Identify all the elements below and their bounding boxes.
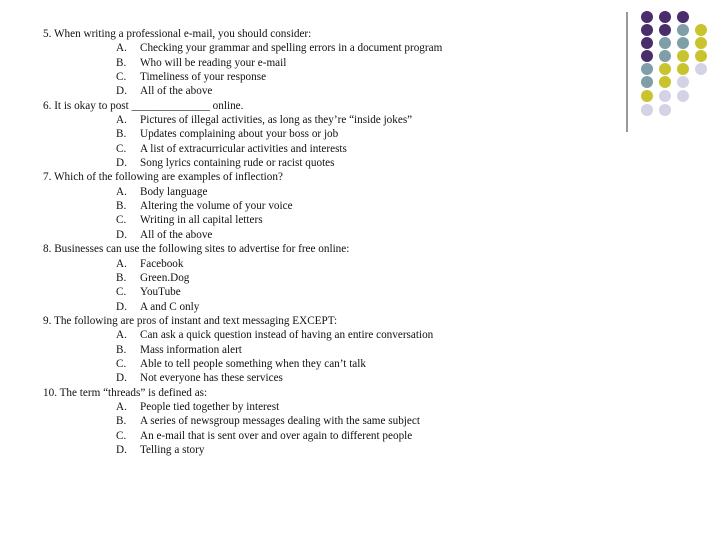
- option-text: YouTube: [140, 286, 181, 299]
- dot: [641, 63, 653, 75]
- option-text: Body language: [140, 185, 208, 198]
- dot: [677, 37, 689, 49]
- question-text: 7. Which of the following are examples of inflection?: [43, 171, 283, 184]
- option-letter: D.: [116, 372, 127, 385]
- question-text: 5. When writing a professional e-mail, you should consider:: [43, 28, 312, 40]
- question-text: 6. It is okay to post ______________ online.: [43, 99, 244, 112]
- dot: [677, 63, 689, 75]
- dot: [677, 76, 689, 88]
- option-c: [43, 357, 442, 371]
- option-b: [43, 271, 442, 285]
- option-letter: A.: [116, 185, 127, 198]
- option-c: [43, 429, 442, 443]
- option-text: All of the above: [140, 228, 213, 241]
- dot: [677, 90, 689, 102]
- option-text: Altering the volume of your voice: [140, 200, 293, 213]
- option-text: Facebook: [140, 257, 184, 270]
- dot: [677, 24, 689, 36]
- dot: [641, 90, 653, 102]
- dot: [659, 76, 671, 88]
- option-text: Mass information alert: [140, 343, 242, 356]
- question-text: 9. The following are pros of instant and text messaging EXCEPT:: [43, 314, 338, 327]
- option-letter: D.: [116, 85, 127, 98]
- option-text: Telling a story: [140, 443, 205, 456]
- option-d: [43, 371, 442, 385]
- option-letter: A.: [116, 329, 127, 342]
- question-5: [43, 27, 442, 99]
- dot: [659, 24, 671, 36]
- question-6: [43, 99, 442, 171]
- dot: [695, 24, 707, 36]
- option-c: [43, 70, 442, 84]
- option-text: An e-mail that is sent over and over again to different people: [140, 429, 413, 442]
- option-a: [43, 257, 442, 271]
- option-letter: C.: [116, 429, 127, 442]
- dot: [641, 24, 653, 36]
- option-d: [43, 156, 442, 170]
- option-c: [43, 142, 442, 156]
- option-letter: A.: [116, 400, 127, 413]
- option-b: [43, 127, 442, 141]
- option-d: [43, 300, 442, 314]
- dot: [659, 37, 671, 49]
- question-text: 8. Businesses can use the following sites to advertise for free online:: [43, 243, 350, 256]
- option-letter: B.: [116, 415, 127, 428]
- option-text: Who will be reading your e-mail: [140, 56, 287, 69]
- option-letter: C.: [116, 142, 127, 155]
- dot: [659, 90, 671, 102]
- option-c: [43, 285, 442, 299]
- option-text: A series of newsgroup messages dealing with the same subject: [140, 415, 420, 428]
- option-d: [43, 228, 442, 242]
- option-a: [43, 185, 442, 199]
- option-text: Able to tell people something when they can’t talk: [140, 357, 366, 370]
- option-letter: D.: [116, 443, 127, 456]
- option-text: Song lyrics containing rude or racist quotes: [140, 157, 335, 170]
- option-text: Checking your grammar and spelling errors in a document program: [140, 42, 443, 55]
- option-text: People tied together by interest: [140, 400, 280, 413]
- option-letter: B.: [116, 128, 127, 141]
- dot: [641, 37, 653, 49]
- option-letter: B.: [116, 200, 127, 213]
- dot: [659, 50, 671, 62]
- question-9: [43, 314, 442, 386]
- option-text: Writing in all capital letters: [140, 214, 263, 227]
- option-text: Green.Dog: [140, 271, 190, 284]
- option-b: [43, 343, 442, 357]
- option-d: [43, 443, 442, 457]
- question-8: [43, 242, 442, 314]
- option-a: [43, 328, 442, 342]
- option-letter: A.: [116, 257, 127, 270]
- option-letter: C.: [116, 286, 127, 299]
- dot: [695, 50, 707, 62]
- option-letter: B.: [116, 271, 127, 284]
- dot: [695, 37, 707, 49]
- option-text: A list of extracurricular activities and interests: [140, 142, 347, 155]
- option-letter: A.: [116, 114, 127, 127]
- option-d: [43, 84, 442, 98]
- dot: [641, 76, 653, 88]
- question-7: [43, 170, 442, 242]
- dot: [677, 11, 689, 23]
- option-b: [43, 414, 442, 428]
- option-c: [43, 213, 442, 227]
- option-letter: C.: [116, 214, 127, 227]
- dot: [695, 63, 707, 75]
- question-text: 10. The term “threads” is defined as:: [43, 386, 208, 399]
- dot: [641, 104, 653, 116]
- option-letter: D.: [116, 157, 127, 170]
- option-a: [43, 41, 442, 55]
- dot: [677, 50, 689, 62]
- option-b: [43, 56, 442, 70]
- option-text: Not everyone has these services: [140, 372, 283, 385]
- option-letter: C.: [116, 357, 127, 370]
- option-text: All of the above: [140, 85, 213, 98]
- dot: [659, 104, 671, 116]
- option-a: [43, 400, 442, 414]
- option-letter: C.: [116, 71, 127, 84]
- dot: [659, 11, 671, 23]
- dot: [641, 50, 653, 62]
- option-a: [43, 113, 442, 127]
- option-letter: B.: [116, 56, 127, 69]
- option-b: [43, 199, 442, 213]
- option-text: Timeliness of your response: [140, 71, 267, 84]
- question-10: [43, 386, 442, 458]
- option-letter: D.: [116, 228, 127, 241]
- dot: [659, 63, 671, 75]
- option-letter: A.: [116, 42, 127, 55]
- option-text: A and C only: [140, 300, 200, 313]
- option-text: Pictures of illegal activities, as long as they’re “inside jokes”: [140, 114, 413, 127]
- option-letter: D.: [116, 300, 127, 313]
- option-letter: B.: [116, 343, 127, 356]
- option-text: Updates complaining about your boss or job: [140, 128, 339, 141]
- dot: [641, 11, 653, 23]
- option-text: Can ask a quick question instead of having an entire conversation: [140, 329, 434, 342]
- quiz-content: [43, 27, 442, 457]
